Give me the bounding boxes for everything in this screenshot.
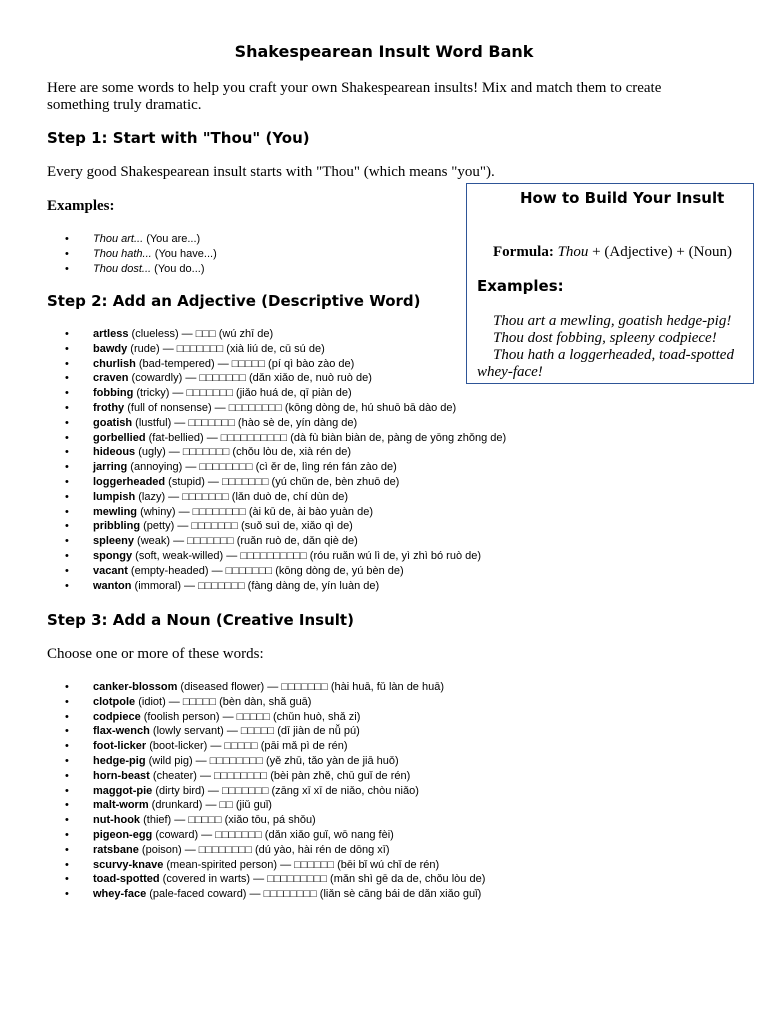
list-item [65, 739, 485, 754]
adjective-gloss: (immoral) — □□□□□□□ (fàng dàng de, yín luàn de) [131, 579, 380, 592]
adjective-word: fobbing [93, 387, 134, 400]
list-item [65, 784, 485, 799]
adjective-gloss: (tricky) — □□□□□□□ (jiǎo huá de, qī piàn de) [133, 387, 352, 400]
list-item [65, 828, 485, 843]
formula-rest: + (Adjective) + (Noun) [588, 244, 732, 260]
list-item [65, 579, 506, 594]
noun-word: toad-spotted [93, 873, 160, 886]
list-item [65, 695, 485, 710]
noun-gloss: (dirty bird) — □□□□□□□ (zāng xī xī de niǎo, chòu niǎo) [152, 784, 419, 797]
adjective-word: goatish [93, 416, 133, 429]
list-item [65, 519, 506, 534]
intro-paragraph: Here are some words to help you craft your own Shakespearean insults! Mix and match them to create something truly dramatic. [47, 80, 662, 113]
adjective-word: loggerheaded [93, 475, 166, 488]
example-phrase: Thou art... [93, 233, 144, 245]
adjective-gloss: (empty-headed) — □□□□□□□ (kōng dòng de, yú bèn de) [127, 564, 404, 577]
noun-gloss: (foolish person) — □□□□□ (chǔn huò, shǎ zi) [140, 710, 361, 723]
list-item [65, 445, 506, 460]
adjective-word: jarring [93, 461, 128, 474]
how-to-build-box [466, 183, 754, 384]
step1-text: Every good Shakespearean insult starts with "Thou" (which means "you"). [47, 164, 495, 180]
adjective-word: spongy [93, 549, 133, 562]
box-examples-label: Examples: [477, 277, 564, 295]
example-meaning: (You are...) [143, 233, 201, 245]
list-item [65, 858, 485, 873]
formula-label: Formula: [493, 244, 554, 260]
noun-gloss: (covered in warts) — □□□□□□□□□ (mǎn shì gē da de, chǒu lòu de) [159, 873, 486, 886]
noun-word: hedge-pig [93, 754, 146, 767]
adjective-gloss: (lustful) — □□□□□□□ (hào sè de, yín dàng de) [132, 416, 358, 429]
noun-gloss: (idiot) — □□□□□ (bèn dàn, shǎ guā) [135, 695, 312, 708]
box-examples [477, 313, 749, 381]
adjective-gloss: (whiny) — □□□□□□□□ (ài kū de, ài bào yuàn de) [137, 505, 373, 518]
example-phrase: Thou dost... [93, 263, 152, 275]
list-item [65, 754, 485, 769]
noun-gloss: (drunkard) — □□ (jiǔ guǐ) [148, 799, 272, 812]
adjective-word: bawdy [93, 342, 128, 355]
step3-heading: Step 3: Add a Noun (Creative Insult) [47, 611, 354, 629]
step1-examples-list [65, 232, 217, 277]
list-item [65, 475, 506, 490]
box-formula [493, 244, 732, 261]
adjective-word: wanton [93, 579, 132, 592]
list-item [65, 887, 485, 902]
list-item [65, 431, 506, 446]
example-meaning: (You do...) [151, 263, 205, 275]
list-item [65, 490, 506, 505]
noun-word: pigeon-egg [93, 828, 153, 841]
adjective-gloss: (petty) — □□□□□□□ (suǒ suì de, xiǎo qì de) [140, 520, 353, 533]
noun-word: whey-face [93, 888, 147, 901]
adjective-gloss: (rude) — □□□□□□□ (xià liú de, cū sú de) [127, 342, 325, 355]
noun-gloss: (pale-faced coward) — □□□□□□□□ (liǎn sè cāng bái de dǎn xiǎo guǐ) [146, 888, 482, 901]
list-item [65, 505, 506, 520]
adjective-gloss: (stupid) — □□□□□□□ (yú chǔn de, bèn zhuō de) [165, 475, 400, 488]
noun-word: scurvy-knave [93, 858, 164, 871]
step1-heading: Step 1: Start with "Thou" (You) [47, 129, 310, 147]
adjective-word: frothy [93, 401, 125, 414]
list-item [65, 262, 217, 277]
box-example: Thou hath a loggerheaded, toad-spotted whey-face! [477, 347, 734, 380]
noun-word: codpiece [93, 710, 141, 723]
adjective-word: mewling [93, 505, 138, 518]
list-item [65, 564, 506, 579]
list-item [65, 386, 506, 401]
adjective-word: pribbling [93, 520, 141, 533]
adjective-gloss: (bad-tempered) — □□□□□ (pí qì bào zào de) [135, 357, 355, 370]
step3-text: Choose one or more of these words: [47, 646, 264, 662]
adjective-gloss: (clueless) — □□□ (wú zhī de) [128, 328, 274, 340]
noun-gloss: (diseased flower) — □□□□□□□ (hài huā, fǔ làn de huā) [177, 681, 445, 693]
list-item [65, 549, 506, 564]
adjective-word: vacant [93, 564, 128, 577]
noun-word: canker-blossom [93, 681, 178, 693]
list-item [65, 813, 485, 828]
formula-thou: Thou [557, 244, 589, 260]
list-item [65, 769, 485, 784]
box-title: How to Build Your Insult [520, 189, 725, 207]
adjective-word: spleeny [93, 535, 134, 548]
noun-word: clotpole [93, 695, 136, 708]
adjective-gloss: (annoying) — □□□□□□□□ (cì ěr de, lìng rén fán zào de) [127, 461, 397, 474]
adjective-gloss: (fat-bellied) — □□□□□□□□□□ (dà fù biàn biàn de, pàng de yōng zhǒng de) [145, 431, 507, 444]
noun-list [65, 680, 485, 902]
example-phrase: Thou hath... [93, 248, 152, 260]
noun-word: horn-beast [93, 769, 150, 782]
adjective-list [65, 327, 506, 593]
list-item [65, 724, 485, 739]
noun-gloss: (coward) — □□□□□□□ (dǎn xiǎo guǐ, wō nang fèi) [152, 828, 394, 841]
list-item [65, 327, 506, 342]
list-item [65, 416, 506, 431]
adjective-gloss: (weak) — □□□□□□□ (ruǎn ruò de, dǎn qiè de) [133, 535, 358, 548]
noun-gloss: (poison) — □□□□□□□□ (dú yào, hài rén de dōng xī) [138, 843, 390, 856]
list-item [65, 247, 217, 262]
adjective-word: churlish [93, 357, 136, 370]
example-meaning: (You have...) [151, 248, 217, 260]
list-item [65, 342, 506, 357]
adjective-word: artless [93, 328, 129, 340]
step2-heading: Step 2: Add an Adjective (Descriptive Word) [47, 292, 421, 310]
list-item [65, 798, 485, 813]
list-item [65, 534, 506, 549]
list-item [65, 371, 506, 386]
noun-word: nut-hook [93, 814, 141, 827]
adjective-word: hideous [93, 446, 136, 459]
list-item [65, 357, 506, 372]
page-title: Shakespearean Insult Word Bank [234, 42, 534, 61]
noun-gloss: (thief) — □□□□□ (xiǎo tōu, pá shǒu) [140, 814, 316, 827]
noun-gloss: (cheater) — □□□□□□□□ (bèi pàn zhě, chū guǐ de rén) [149, 769, 411, 782]
list-item [65, 232, 217, 247]
box-example: Thou art a mewling, goatish hedge-pig! [493, 313, 732, 329]
adjective-gloss: (soft, weak-willed) — □□□□□□□□□□ (róu ruǎn wú lì de, yì zhì bó ruò de) [132, 549, 482, 562]
list-item [65, 872, 485, 887]
noun-word: ratsbane [93, 843, 139, 856]
list-item [65, 460, 506, 475]
adjective-word: gorbellied [93, 431, 146, 444]
box-example: Thou dost fobbing, spleeny codpiece! [493, 330, 717, 346]
adjective-gloss: (ugly) — □□□□□□□ (chǒu lòu de, xià rén de) [135, 446, 352, 459]
adjective-gloss: (lazy) — □□□□□□□ (lǎn duò de, chí dùn de) [135, 490, 348, 503]
adjective-gloss: (full of nonsense) — □□□□□□□□ (kōng dòng de, hú shuō bā dào de) [124, 401, 457, 414]
noun-word: maggot-pie [93, 784, 153, 797]
adjective-word: craven [93, 372, 129, 385]
adjective-gloss: (cowardly) — □□□□□□□ (dǎn xiǎo de, nuò ruò de) [128, 372, 372, 385]
noun-word: flax-wench [93, 725, 150, 738]
list-item [65, 680, 485, 695]
noun-gloss: (boot-licker) — □□□□□ (pāi mǎ pì de rén) [146, 740, 348, 753]
noun-gloss: (wild pig) — □□□□□□□□ (yě zhū, tǎo yàn de jiā huǒ) [145, 754, 399, 767]
step1-examples-label: Examples: [47, 198, 115, 214]
noun-gloss: (lowly servant) — □□□□□ (dī jiàn de nǚ pú) [149, 725, 360, 738]
adjective-word: lumpish [93, 490, 136, 503]
list-item [65, 843, 485, 858]
list-item [65, 401, 506, 416]
noun-word: foot-licker [93, 740, 147, 753]
list-item [65, 710, 485, 725]
noun-gloss: (mean-spirited person) — □□□□□□ (bēi bǐ wú chǐ de rén) [163, 858, 440, 871]
noun-word: malt-worm [93, 799, 149, 812]
